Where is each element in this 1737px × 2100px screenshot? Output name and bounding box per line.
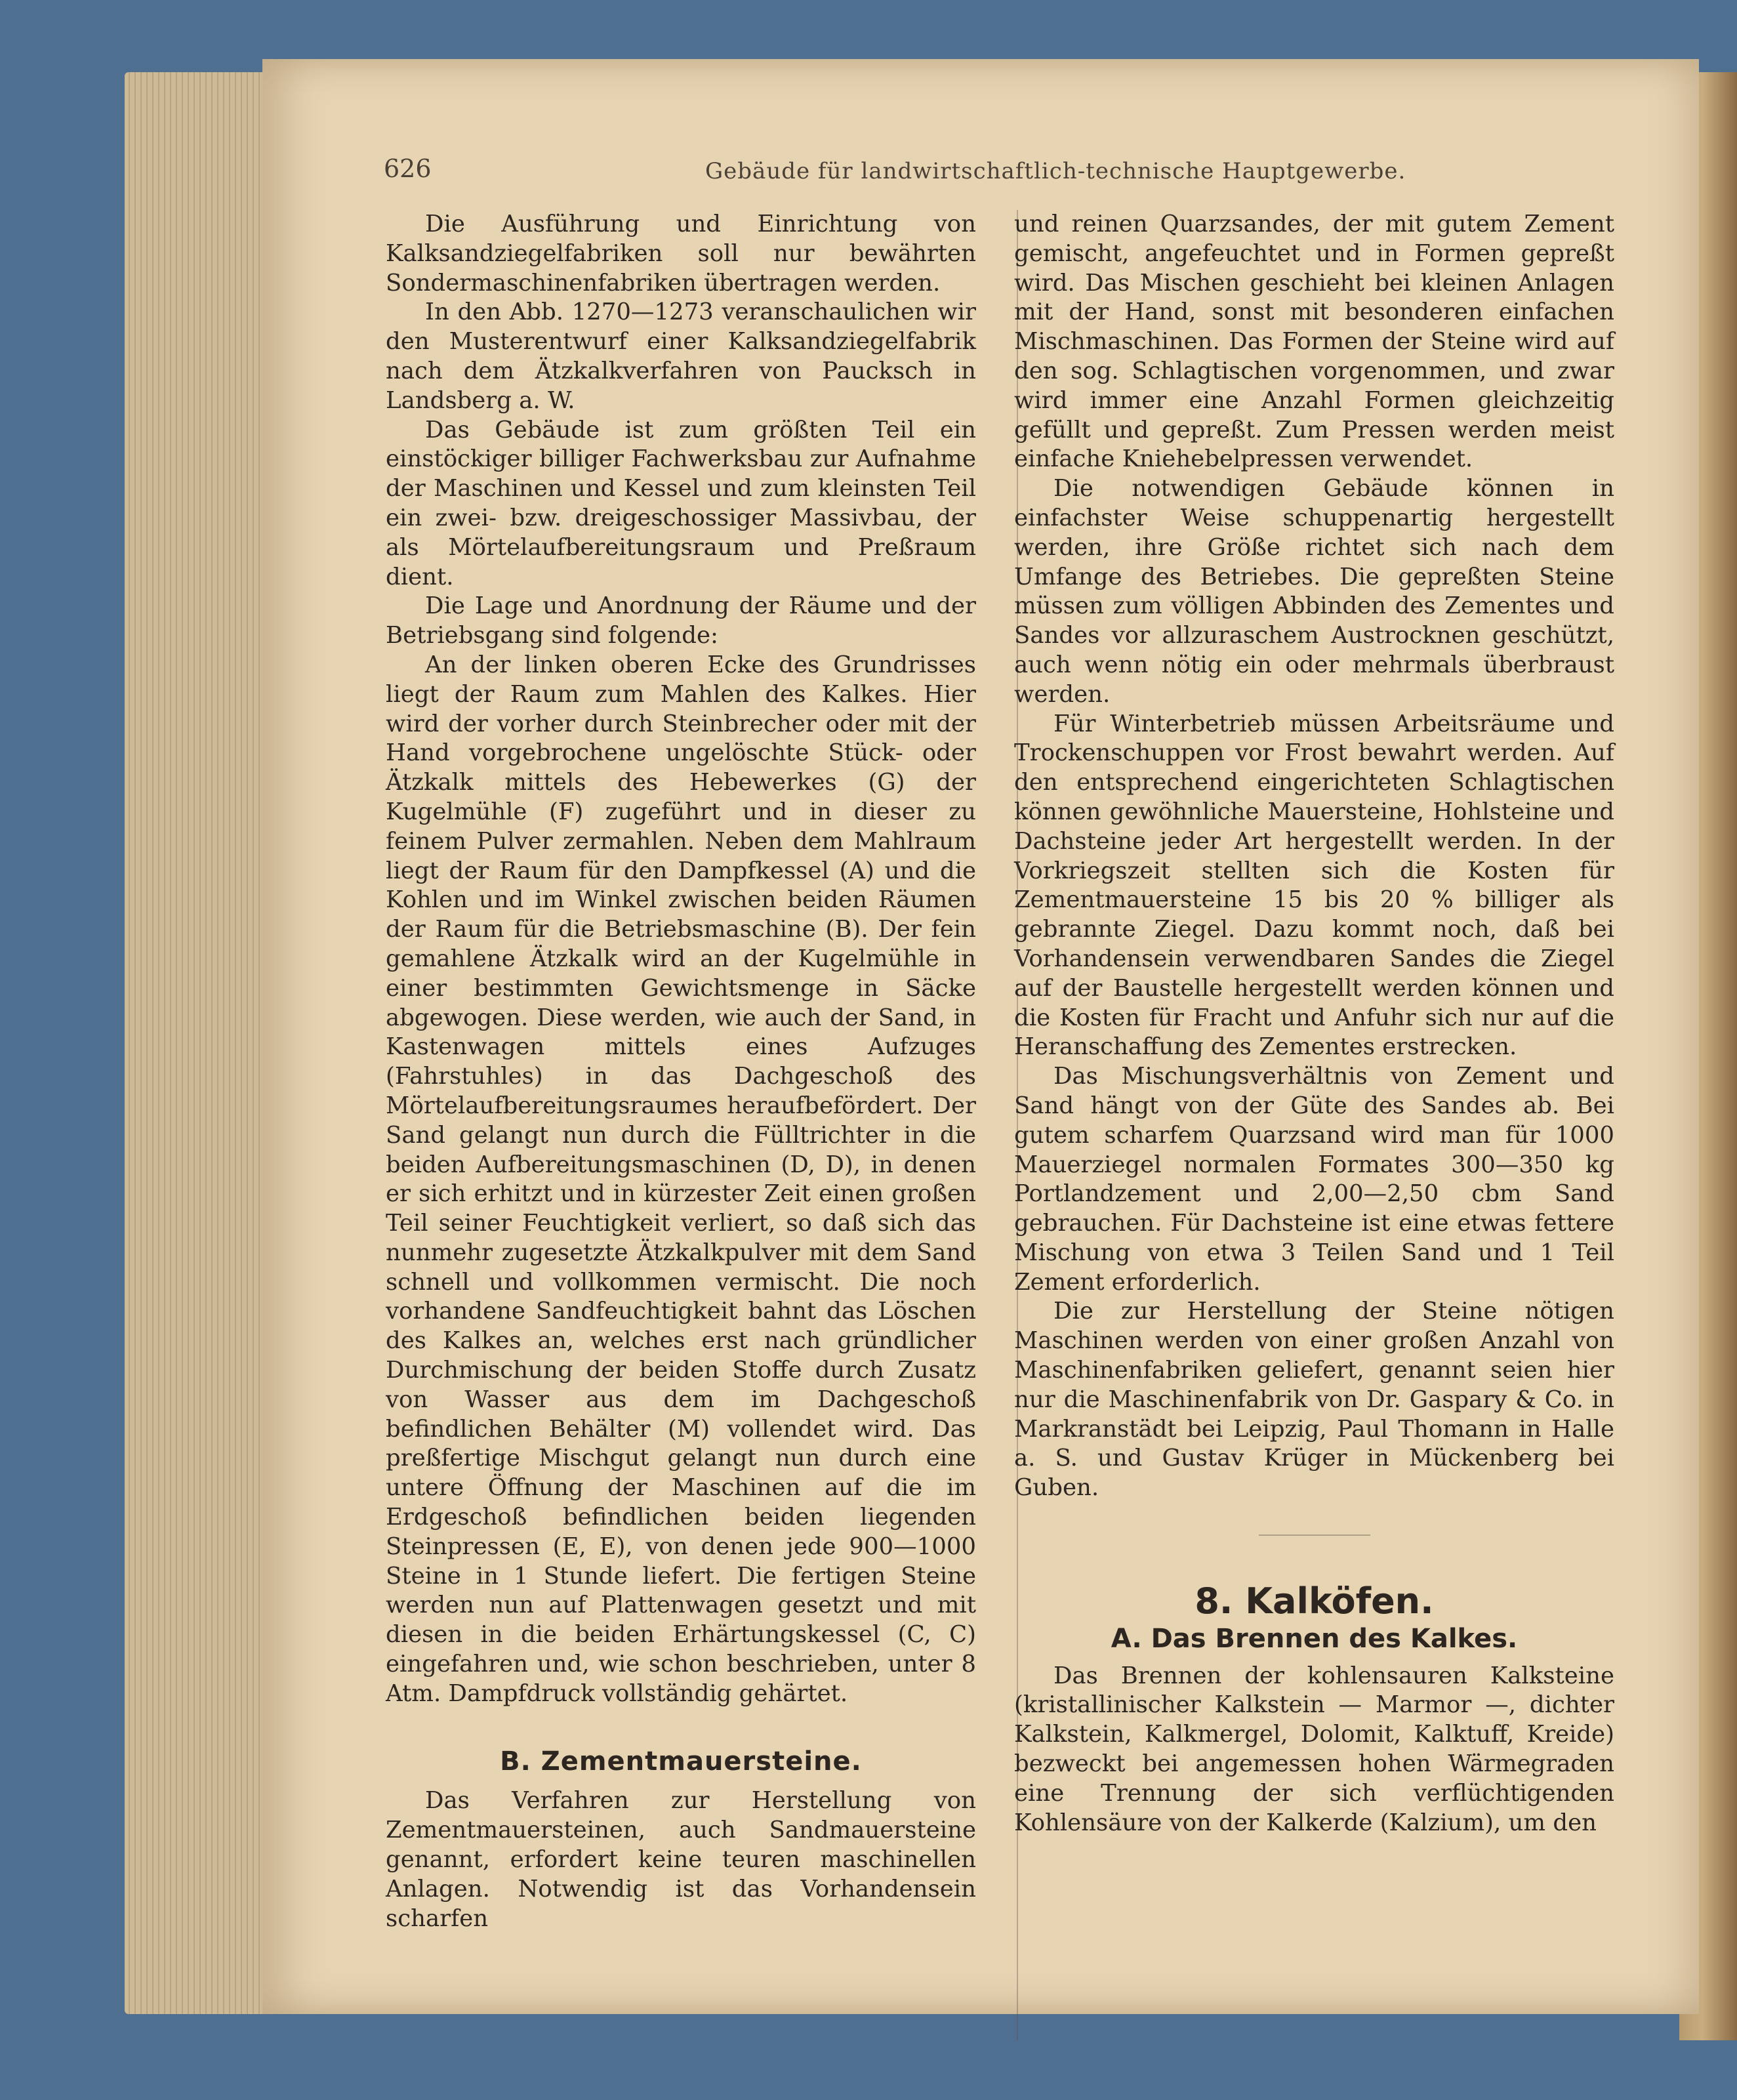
paragraph: und reinen Quarzsandes, der mit gutem Zement gemischt, angefeuchtet und in Formen gepreßt wird. Das Mischen geschieht bei kleinen Anlagen mit der Hand, sonst mit besonderen einfachen Mischmaschinen. Das Formen der Steine wird auf den sog. Schlagtischen vorgenommen, und zwar wird immer eine Anzahl Formen gleichzeitig gefüllt und gepreßt. Zum Pressen werden meist einfache Kniehebelpressen verwendet. <box>1014 211 1614 473</box>
page-header <box>384 154 1604 194</box>
book-page <box>262 59 1699 2014</box>
paragraph: Für Winterbetrieb müssen Arbeitsräume und Trockenschuppen vor Frost bewahrt werden. Auf den entsprechend eingerichteten Schlagtischen können gewöhnliche Mauersteine, Hohlsteine und Dachsteine jeder Art hergestellt werden. In der Vorkriegszeit stellten sich die Kosten für Zementmauersteine 15 bis 20 % billiger als gebrannte Ziegel. Dazu kommt noch, daß bei Vorhandensein verwendbaren Sandes die Ziegel auf der Baustelle hergestellt werden können und die Kosten für Fracht und Anfuhr sich nur auf die Heranschaffung des Zementes erstrecken. <box>1014 710 1614 1061</box>
left-column <box>386 210 976 1933</box>
paragraph: In den Abb. 1270—1273 veranschaulichen wir den Musterentwurf einer Kalksandziegelfabrik nach dem Ätzkalkverfahren von Paucksch in Landsberg a. W. <box>386 299 976 414</box>
paragraph: Das Gebäude ist zum größten Teil ein einstöckiger billiger Fachwerksbau zur Aufnahme der Maschinen und Kessel und zum kleinsten Teil ein zwei- bzw. dreigeschossiger Massivbau, der als Mörtelaufbereitungsraum und Preßraum dient. <box>386 416 976 590</box>
paragraph: An der linken oberen Ecke des Grundrisses liegt der Raum zum Mahlen des Kalkes. Hier wird der vorher durch Steinbrecher oder mit der Hand vorgebrochene ungelöschte Stück- oder Ätzkalk mittels des Hebewerkes (G) der Kugelmühle (F) zugeführt und in dieser zu feinem Pulver zermahlen. Neben dem Mahlraum liegt der Raum für den Dampfkessel (A) und die Kohlen und im Winkel zwischen beiden Räumen der Raum für die Betriebsmaschine (B). Der fein gemahlene Ätzkalk wird an der Kugelmühle in einer bestimmten Gewichtsmenge in Säcke abgewogen. Diese werden, wie auch der Sand, in Kastenwagen mittels eines Aufzuges (Fahrstuhles) in das Dachgeschoß des Mörtelaufbereitungsraumes heraufbefördert. Der Sand gelangt nun durch die Fülltrichter in die beiden Aufbereitungsmaschinen (D, D), in denen er sich erhitzt und in kürzester Zeit einen großen Teil seiner Feuchtigkeit verliert, so daß sich das nunmehr zugesetzte Ätzkalkpulver mit dem Sand schnell und vollkommen vermischt. Die noch vorhandene Sandfeuchtigkeit bahnt das Löschen des Kalkes an, welches erst nach gründlicher Durchmischung der beiden Stoffe durch Zusatz von Wasser aus dem im Dachgeschoß befindlichen Behälter (M) vollendet wird. Das preßfertige Mischgut gelangt nun durch eine untere Öffnung der Maschinen auf die im Erdgeschoß befindlichen beiden liegenden Steinpressen (E, E), von denen jede 900—1000 Steine in 1 Stunde liefert. Die fertigen Steine werden nun auf Plattenwagen gesetzt und mit diesen in die beiden Erhärtungskessel (C, C) eingefahren und, wie schon beschrieben, unter 8 Atm. Dampfdruck vollständig gehärtet. <box>386 651 976 1707</box>
paragraph: Das Verfahren zur Herstellung von Zementmauersteinen, auch Sandmauersteine genannt, erfordert keine teuren maschinellen Anlagen. Notwendig ist das Vorhandensein scharfen <box>386 1787 976 1932</box>
paragraph: Das Brennen der kohlensauren Kalksteine (kristallinischer Kalkstein — Marmor —, dichter Kalkstein, Kalkmergel, Dolomit, Kalktuff, Kreide) bezweckt bei angemessen hohen Wärmegraden eine Trennung der sich verflüchtigenden Kohlensäure von der Kalkerde (Kalzium), um den <box>1014 1662 1614 1836</box>
section-heading-b: B. Zementmauersteine. <box>500 1746 862 1777</box>
paragraph: Die Lage und Anordnung der Räume und der Betriebsgang sind folgende: <box>386 592 976 649</box>
section-separator-rule <box>1259 1534 1370 1536</box>
section-heading-a: A. Das Brennen des Kalkes. <box>1111 1623 1518 1654</box>
paragraph: Die zur Herstellung der Steine nötigen Maschinen werden von einer großen Anzahl von Maschinenfabriken geliefert, genannt seien hier nur die Maschinenfabrik von Dr. Gaspary & Co. in Markranstädt bei Leipzig, Paul Thomann in Halle a. S. und Gustav Krüger in Mückenberg bei Guben. <box>1014 1298 1614 1502</box>
right-column <box>1014 210 1614 1838</box>
running-title: Gebäude für landwirtschaftlich-technische Hauptgewerbe. <box>705 158 1406 184</box>
paragraph: Die notwendigen Gebäude können in einfachster Weise schuppenartig hergestellt werden, ihre Größe richtet sich nach dem Umfange des Betriebes. Die gepreßten Steine müssen zum völligen Abbinden des Zementes und Sandes vor allzuraschem Austrocknen geschützt, auch wenn nötig ein oder mehrmals überbraust werden. <box>1014 475 1614 708</box>
chapter-heading: 8. Kalköfen. <box>1195 1580 1434 1622</box>
paragraph: Das Mischungsverhältnis von Zement und Sand hängt von der Güte des Sandes ab. Bei gutem scharfem Quarzsand wird man für 1000 Mauerziegel normalen Formates 300—350 kg Portlandzement und 2,00—2,50 cbm Sand gebrauchen. Für Dachsteine ist eine etwas fettere Mischung von etwa 3 Teilen Sand und 1 Teil Zement erforderlich. <box>1014 1063 1614 1296</box>
page-number: 626 <box>384 154 432 183</box>
paragraph: Die Ausführung und Einrichtung von Kalksandziegelfabriken soll nur bewährten Sondermaschinenfabriken übertragen werden. <box>386 211 976 297</box>
